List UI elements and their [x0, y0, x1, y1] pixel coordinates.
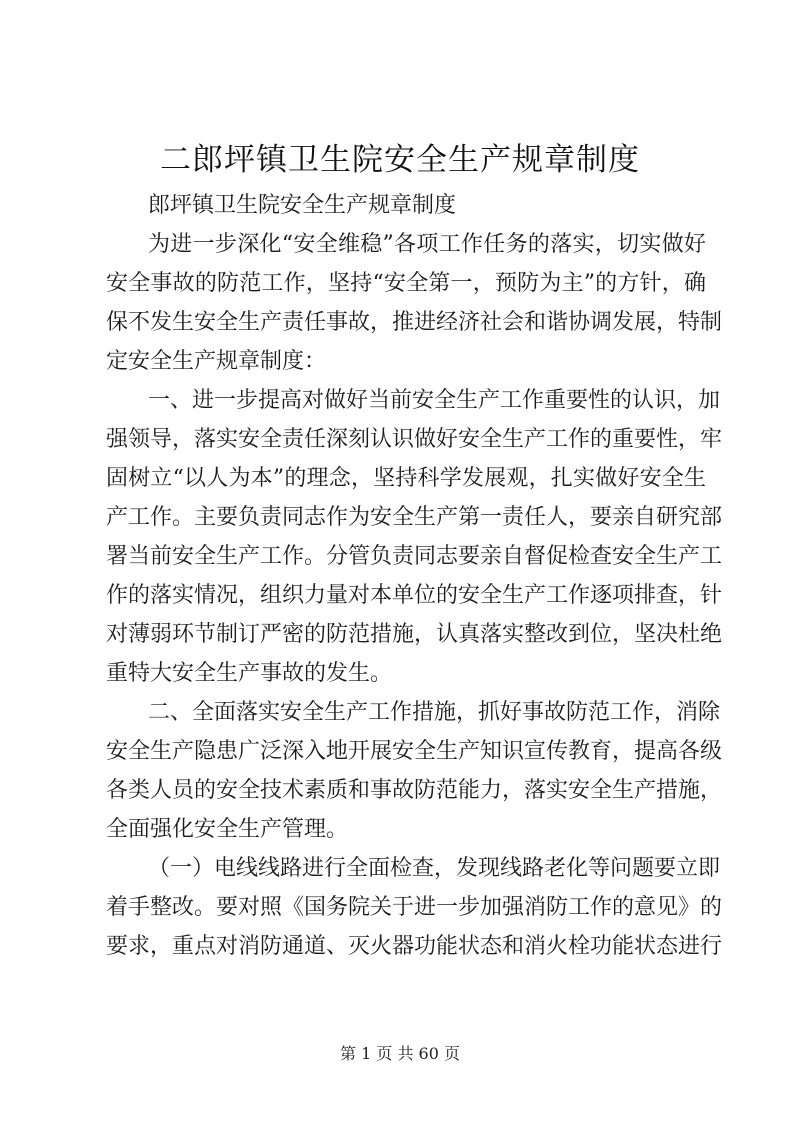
- paragraph-line: 为进一步深化“安全维稳”各项工作任务的落实，切实做好: [148, 232, 706, 257]
- paragraph-line: 对薄弱环节制订严密的防范措施，认真落实整改到位，坚决杜绝: [106, 622, 723, 647]
- paragraph-line: 产工作。主要负责同志作为安全生产第一责任人，要亲自研究部: [106, 505, 723, 530]
- paragraph-line: 着手整改。要对照《国务院关于进一步加强消防工作的意见》的: [106, 895, 723, 920]
- paragraph-line: 二、全面落实安全生产工作措施，抓好事故防范工作，消除: [148, 700, 721, 725]
- subtitle-line: 郎坪镇卫生院安全生产规章制度: [148, 193, 457, 218]
- paragraph-line: 重特大安全生产事故的发生。: [106, 661, 393, 686]
- paragraph-line: 要求，重点对消防通道、灭火器功能状态和消火栓功能状态进行: [106, 934, 723, 959]
- paragraph-line: 固树立“以人为本”的理念，坚持科学发展观，扎实做好安全生: [106, 466, 706, 491]
- paragraph-line: 一、进一步提高对做好当前安全生产工作重要性的认识，加: [148, 388, 721, 413]
- paragraph-line: 保不发生安全生产责任事故，推进经济社会和谐协调发展，特制: [106, 310, 723, 335]
- paragraph-line: 全面强化安全生产管理。: [106, 817, 349, 842]
- paragraph-line: 安全事故的防范工作，坚持“安全第一，预防为主”的方针，确: [106, 271, 706, 296]
- paragraph-line: 安全生产隐患广泛深入地开展安全生产知识宣传教育，提高各级: [106, 739, 723, 764]
- paragraph-line: 定安全生产规章制度：: [106, 349, 327, 374]
- document-body: [106, 186, 723, 966]
- document-title: 二郎坪镇卫生院安全生产规章制度: [160, 142, 640, 178]
- paragraph-line: （一）电线线路进行全面检查，发现线路老化等问题要立即: [148, 856, 721, 881]
- paragraph-line: 作的落实情况，组织力量对本单位的安全生产工作逐项排查，针: [106, 583, 723, 608]
- paragraph-line: 强领导，落实安全责任深刻认识做好安全生产工作的重要性，牢: [106, 427, 723, 452]
- page-number-footer: 第 1 页 共 60 页: [340, 1044, 460, 1063]
- paragraph-line: 署当前安全生产工作。分管负责同志要亲自督促检查安全生产工: [106, 544, 723, 569]
- paragraph-line: 各类人员的安全技术素质和事故防范能力，落实安全生产措施，: [106, 778, 723, 803]
